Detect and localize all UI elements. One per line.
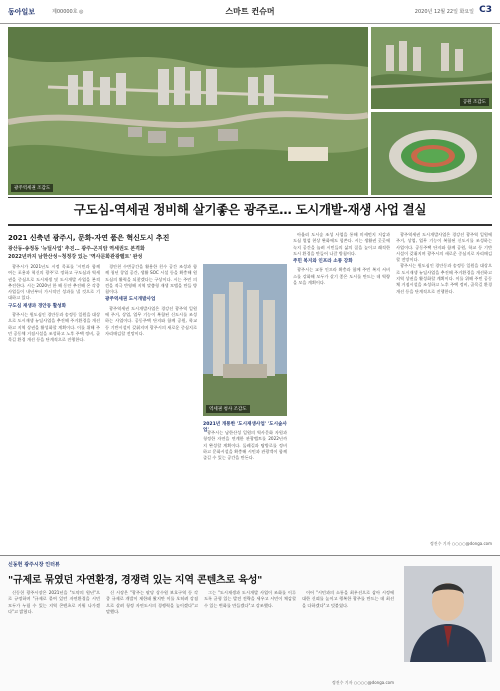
page-number: C3 [479,5,492,15]
park-rendering-photo [371,27,492,109]
aerial-rendering-photo [8,27,368,195]
paragraph: 이어 "시민과의 소통을 최우선으로 삼아 시정에 대한 신뢰를 높이고 행복한 광주를 만드는 데 최선을 다하겠다"고 덧붙였다. [302,590,394,608]
article-column-4 [293,232,390,549]
stadium-rendering-photo [371,112,492,195]
rendering-caption: 광주역세권 조감도 [11,184,53,192]
article-column-5 [396,232,492,537]
paragraph: 신 시장은 "광주는 팔당 상수원 보호구역 등 각종 규제로 개발이 제한돼 왔지만 이를 오히려 강점으로 살려 청정 자연도시의 경쟁력을 높이겠다"고 말했다. [106,590,198,614]
paragraph: 광주시가 2021년도 시정 목표를 '시민과 함께 여는 포용과 혁신의 광주'로 정하고 구도심과 역세권을 중심으로 도시재생 및 도시개발 사업을 본격 추진한다. 시는 2020년 한 해 동안 추진해 온 각종 사업들이 내년부터 가시적인 성과를 낼 것으로 기대하고 있다. [8,264,100,301]
interview-column-3 [204,590,296,686]
interview-box [0,555,500,691]
article-subhead: 2021 신축년 광주시, 문화-자연 품은 혁신도시 추진 [8,234,170,242]
interview-kicker: 신동헌 광주시장 인터뷰 [8,562,60,568]
article-column-3 [203,430,287,549]
paragraph: 광주역세권 도시개발사업은 경강선 광주역 일원에 주거, 상업, 업무 기능이 복합된 신도시를 조성하는 사업이다. 공동주택 단지와 함께 공원, 학교 등 기반시설이 갖춰지며 광주시의 새로운 중심지로 자리매김할 전망이다. [105,305,197,336]
paragraph: 경안천 수변공간을 활용한 친수 공간 조성과 함께 청년 창업 공간, 생활 SOC 시설 등을 확충해 원도심의 활력을 되찾겠다는 구상이다. 시는 주민 의견을 적극 반영해 지역 맞춤형 재생 모델을 만들 방침이다. [105,264,197,295]
article-deck-2: 2022년까지 남한산성~청정강 있는 '역사문화관광벨트' 완성 [8,254,143,260]
paragraph: 신동헌 광주시장은 2021년을 "도약의 원년"으로 규정하며 "규제로 묶여 있던 자연환경을 시민 모두가 누릴 수 있는 지역 콘텐츠로 키워 나가겠다"고 밝혔다. [8,590,100,614]
article-deck-1: 광산동-송정동 '뉴딜사업' 추진… 광주-곤지암 역세권도 본격화 [8,246,145,252]
newspaper-name: 동아일보 [8,7,36,16]
interview-column-4 [302,590,394,676]
issue-number: 제00000호 ◎ [52,9,84,15]
article-column-2 [105,264,197,549]
paragraph: 광주역세권 도시개발사업은 경강선 광주역 일원에 주거, 상업, 업무 기능이 복합된 신도시를 조성하는 사업이다. 공동주택 단지와 함께 공원, 학교 등 기반시설이 갖춰지며 광주시의 새로운 중심지로 자리매김할 전망이다. [396,232,492,263]
paragraph: 광주시는 교통 인프라 확충과 함께 주민 복지 서비스를 강화해 모두가 살기 좋은 도시를 만드는 데 역량을 모을 계획이다. [293,267,390,286]
paragraph: 광주시는 원도심인 경안동과 송정동 일원을 대상으로 도시재생 뉴딜사업을 추진해 주거환경을 개선하고 지역 상권을 활성화할 계획이다. 이를 위해 주민 공동체 거점시설을 조성하고 노후 주택 정비, 골목길 환경 개선 등을 단계적으로 진행한다. [396,263,492,294]
column-subheading: 주민 복지와 인프라 소통 강화 [293,259,353,265]
masthead [0,0,500,24]
headline-top-rule [8,197,492,198]
column-subheading: 광주역세권 도시개발사업 [105,297,156,303]
interview-column-1 [8,590,100,686]
interview-byline: 정진수 기자 ○○○○@donga.com [331,680,394,685]
paragraph: 광주시는 남한산성 일원의 역사문화 자원과 청정한 자연을 연계한 관광벨트를 2022년까지 완성할 계획이다. 둘레길과 탐방로를 정비하고 문화시설을 확충해 시민과 관광객이 함께 즐길 수 있는 공간을 만든다. [203,430,287,461]
tower-caption: 역세권 청사 조감도 [206,405,250,413]
article-byline: 정진수 기자 ○○○○@donga.com [429,541,492,546]
mayor-portrait-photo [404,566,492,662]
article-column-1 [8,264,100,549]
paragraph: 광주시는 원도심인 경안동과 송정동 일원을 대상으로 도시재생 뉴딜사업을 추진해 주거환경을 개선하고 지역 상권을 활성화할 계획이다. 이를 위해 주민 공동체 거점시설을 조성하고 노후 주택 정비, 골목길 환경 개선 등을 단계적으로 진행한다. [8,312,100,343]
interview-title: "규제로 묶였던 자연환경, 경쟁력 있는 지역 콘텐츠로 육성" [8,575,263,586]
paragraph: 그는 "도시재생과 도시개발 사업이 조화를 이루도록 균형 있는 발전 전략을 세우고 시민이 체감할 수 있는 변화를 만들겠다"고 강조했다. [204,590,296,608]
section-title: 스마트 컨슈머 [225,7,275,16]
interview-column-2 [106,590,198,686]
main-headline: 구도심-역세권 정비해 살기좋은 광주로… 도시개발-재생 사업 결실 [73,202,427,217]
station-tower-photo [203,264,287,416]
headline-bottom-rule [8,224,492,226]
paragraph: 아울러 도시숲 조성 사업을 통해 미세먼지 저감과 도심 열섬 현상 완화에도 힘쓴다. 시는 생활권 곳곳에 녹지 공간을 늘려 시민들의 삶의 질을 높이고 쾌적한 도시 환경을 만들어 나갈 방침이다. [293,232,390,256]
column-subheading: 구도심 재생과 경안동 활성화 [8,303,67,309]
issue-date: 2020년 12월 22일 화요일 [414,9,474,15]
column-3-title: 2021년 개통한 '도시재생사업' '도시숲사업' [203,422,287,433]
park-caption: 공원 조감도 [460,98,489,106]
